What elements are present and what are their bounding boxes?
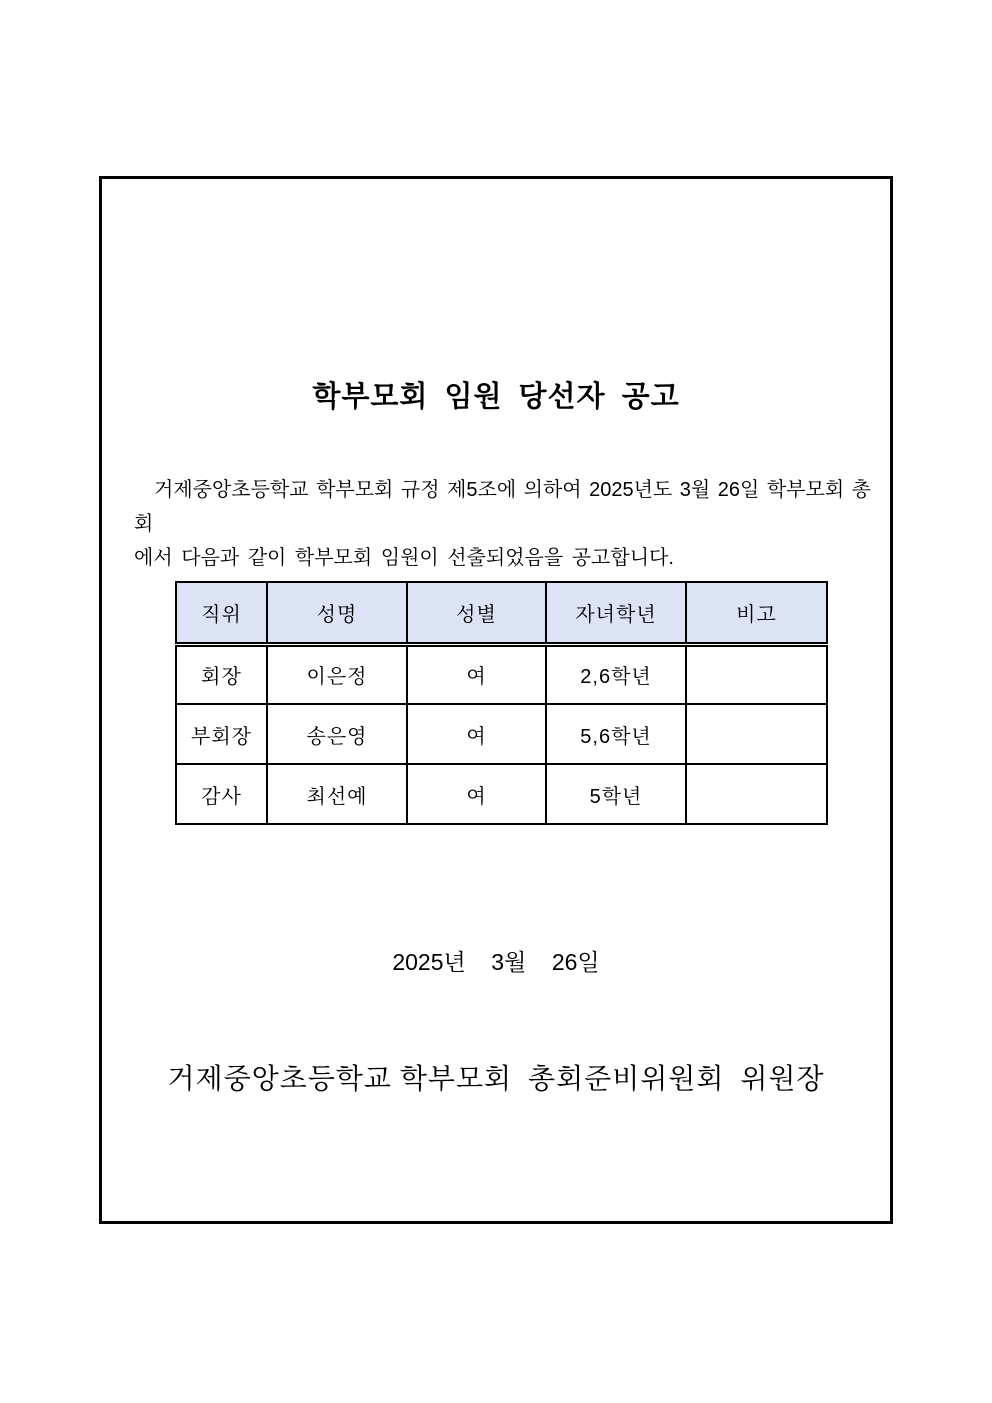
signature-line: 거제중앙초등학교 학부모회 총회준비위원회 위원장 <box>167 1064 825 1095</box>
body-paragraph-line-2: 에서 다음과 같이 학부모회 임원이 선출되었음을 공고합니다. <box>134 547 674 569</box>
cell-child-grade: 5학년 <box>546 764 686 824</box>
cell-name: 최선예 <box>267 764 407 824</box>
cell-name: 송은영 <box>267 704 407 764</box>
cell-name: 이은정 <box>267 644 407 704</box>
cell-position: 감사 <box>176 764 267 824</box>
table-row <box>176 644 827 704</box>
cell-gender: 여 <box>407 644 546 704</box>
body-paragraph <box>134 473 871 575</box>
header-cell-gender: 성별 <box>407 582 546 644</box>
cell-child-grade: 5,6학년 <box>546 704 686 764</box>
table-row <box>176 704 827 764</box>
date-line: 2025년 3월 26일 <box>392 949 600 975</box>
header-cell-position: 직위 <box>176 582 267 644</box>
cell-position: 부회장 <box>176 704 267 764</box>
page-border-frame <box>99 176 893 1224</box>
header-cell-name: 성명 <box>267 582 407 644</box>
cell-gender: 여 <box>407 764 546 824</box>
table-header-row <box>176 582 827 644</box>
cell-note <box>686 704 827 764</box>
cell-note <box>686 764 827 824</box>
cell-note <box>686 644 827 704</box>
table-row <box>176 764 827 824</box>
officers-table <box>175 581 828 825</box>
header-cell-note: 비고 <box>686 582 827 644</box>
document-title: 학부모회 임원 당선자 공고 <box>312 381 680 413</box>
officers-table-body <box>176 644 827 824</box>
body-paragraph-line-1: 거제중앙초등학교 학부모회 규정 제5조에 의하여 2025년도 3월 26일 학부모회 총회 <box>134 479 871 535</box>
officers-table-header <box>176 582 827 644</box>
cell-child-grade: 2,6학년 <box>546 644 686 704</box>
cell-position: 회장 <box>176 644 267 704</box>
cell-gender: 여 <box>407 704 546 764</box>
header-cell-child-grade: 자녀학년 <box>546 582 686 644</box>
